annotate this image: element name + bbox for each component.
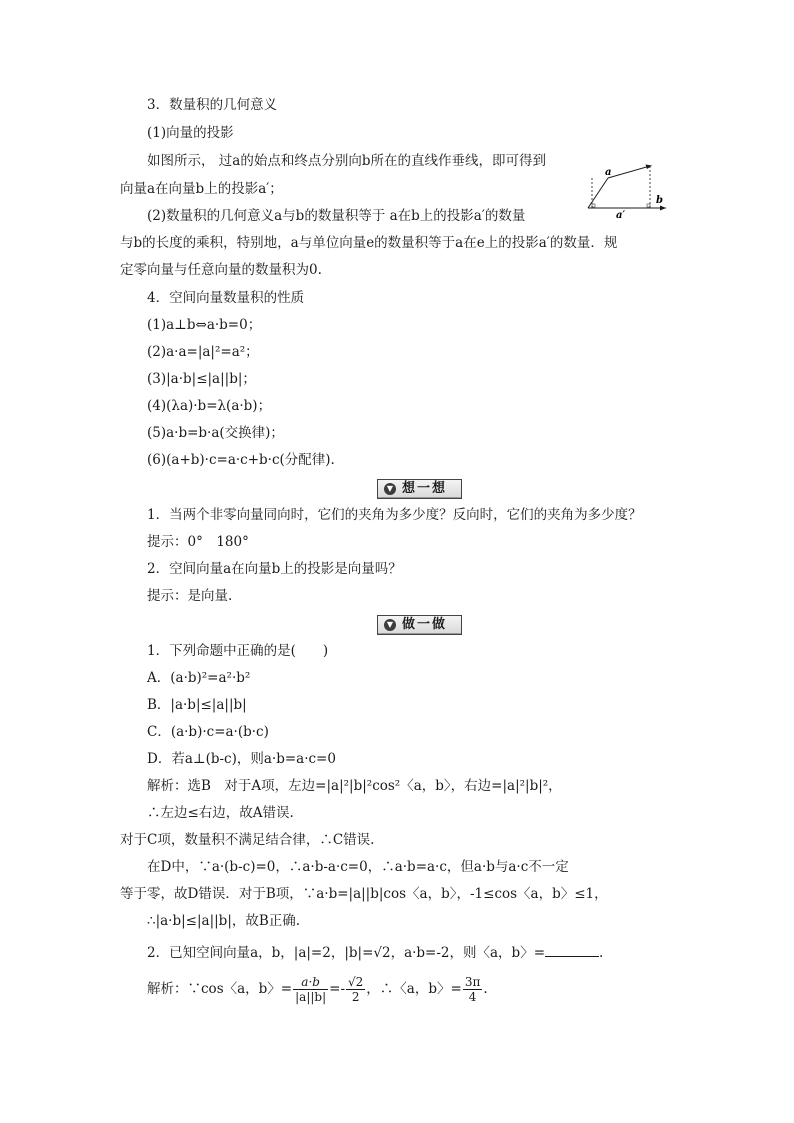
property-item: (2)a·a=|a|²=a²； — [147, 344, 259, 360]
solution-2 — [147, 972, 488, 1006]
answer-blank — [545, 942, 599, 957]
fraction-numerator: 3π — [464, 975, 481, 989]
think-hint: 提示：是向量. — [147, 588, 233, 604]
fraction-numerator: √2 — [348, 975, 364, 989]
paragraph-line: 如图所示， 过a的始点和终点分别向b所在的直线作垂线，即可得到 — [147, 153, 546, 169]
solution-line: 对于C项，数量积不满足结合律，∴C错误. — [120, 832, 375, 848]
section-4-title: 4．空间向量数量积的性质 — [147, 290, 305, 306]
question-end: . — [599, 945, 604, 961]
solution-text: =- — [329, 981, 346, 997]
projection-figure — [586, 158, 670, 220]
solution-line: 在D中，∵a·(b-c)=0，∴a·b-a·c=0，∴a·b=a·c，但a·b与a·c不一定 — [147, 859, 569, 875]
paragraph-line: 向量a在向量b上的投影a′； — [120, 181, 283, 197]
solution-line: ∴|a·b|≤|a||b|，故B正确. — [147, 913, 301, 929]
triangle-down-icon: ▼ — [384, 619, 396, 631]
think-question: 2．空间向量a在向量b上的投影是向量吗？ — [147, 561, 402, 577]
property-item: (6)(a+b)·c=a·c+b·c(分配律). — [147, 452, 335, 468]
think-banner-label: 想一想 — [402, 481, 448, 496]
fraction — [293, 975, 328, 1004]
property-item: (1)a⊥b⇔a·b=0； — [147, 317, 262, 333]
paragraph-line: 与b的长度的乘积，特别地，a与单位向量e的数量积等于a在e上的投影a′的数量．规 — [120, 235, 618, 251]
option-b: B．|a·b|≤|a||b| — [147, 697, 247, 713]
property-item: (3)|a·b|≤|a||b|； — [147, 371, 256, 387]
question-text: 2．已知空间向量a，b，|a|=2，|b|=√2，a·b=-2，则〈a，b〉= — [147, 945, 546, 961]
subsection-projection: (1)向量的投影 — [147, 125, 234, 141]
property-item: (4)(λa)·b=λ(a·b)； — [147, 398, 272, 414]
practice-question: 1．下列命题中正确的是( ) — [147, 643, 329, 659]
practice-banner-label: 做一做 — [402, 617, 448, 632]
figure-label-a-prime: a′ — [616, 210, 626, 220]
solution-line: 等于零，故D错误．对于B项，∵a·b=|a||b|cos〈a，b〉，-1≤cos〈a，b〉≤1， — [120, 886, 608, 902]
section-3-title: 3．数量积的几何意义 — [147, 97, 278, 113]
solution-line: 解析：选B 对于A项，左边=|a|²|b|²cos²〈a，b〉，右边=|a|²|b|²， — [147, 778, 562, 794]
solution-text: ，∴〈a，b〉= — [366, 981, 462, 997]
solution-text: 解析：∵cos〈a，b〉= — [147, 981, 293, 997]
option-c: C．(a·b)·c=a·(b·c) — [147, 724, 269, 740]
solution-text: . — [483, 981, 488, 997]
paragraph-line: 定零向量与任意向量的数量积为0. — [120, 262, 322, 278]
fraction — [346, 975, 365, 1004]
fraction-denominator: 2 — [351, 990, 360, 1004]
fraction-denominator: |a||b| — [295, 990, 327, 1004]
triangle-down-icon: ▼ — [384, 483, 396, 495]
figure-label-b: b — [656, 195, 663, 206]
fraction — [463, 975, 483, 1004]
think-question: 1．当两个非零向量同向时，它们的夹角为多少度？反向时，它们的夹角为多少度？ — [147, 507, 642, 523]
fraction-denominator: 4 — [468, 990, 477, 1004]
property-item: (5)a·b=b·a(交换律)； — [147, 425, 284, 441]
option-a: A．(a·b)²=a²·b² — [147, 670, 251, 686]
solution-line: ∴左边≤右边，故A错误. — [147, 805, 294, 821]
fraction-numerator: a·b — [293, 975, 328, 990]
option-d: D．若a⊥(b-c)，则a·b=a·c=0 — [147, 751, 336, 767]
paragraph-line: (2)数量积的几何意义a与b的数量积等于 a在b上的投影a′的数量 — [147, 208, 526, 224]
figure-label-a: a — [605, 167, 612, 178]
practice-question-2 — [147, 942, 603, 962]
think-banner — [377, 479, 462, 499]
think-hint: 提示：0° 180° — [147, 534, 249, 550]
practice-banner — [377, 615, 462, 635]
